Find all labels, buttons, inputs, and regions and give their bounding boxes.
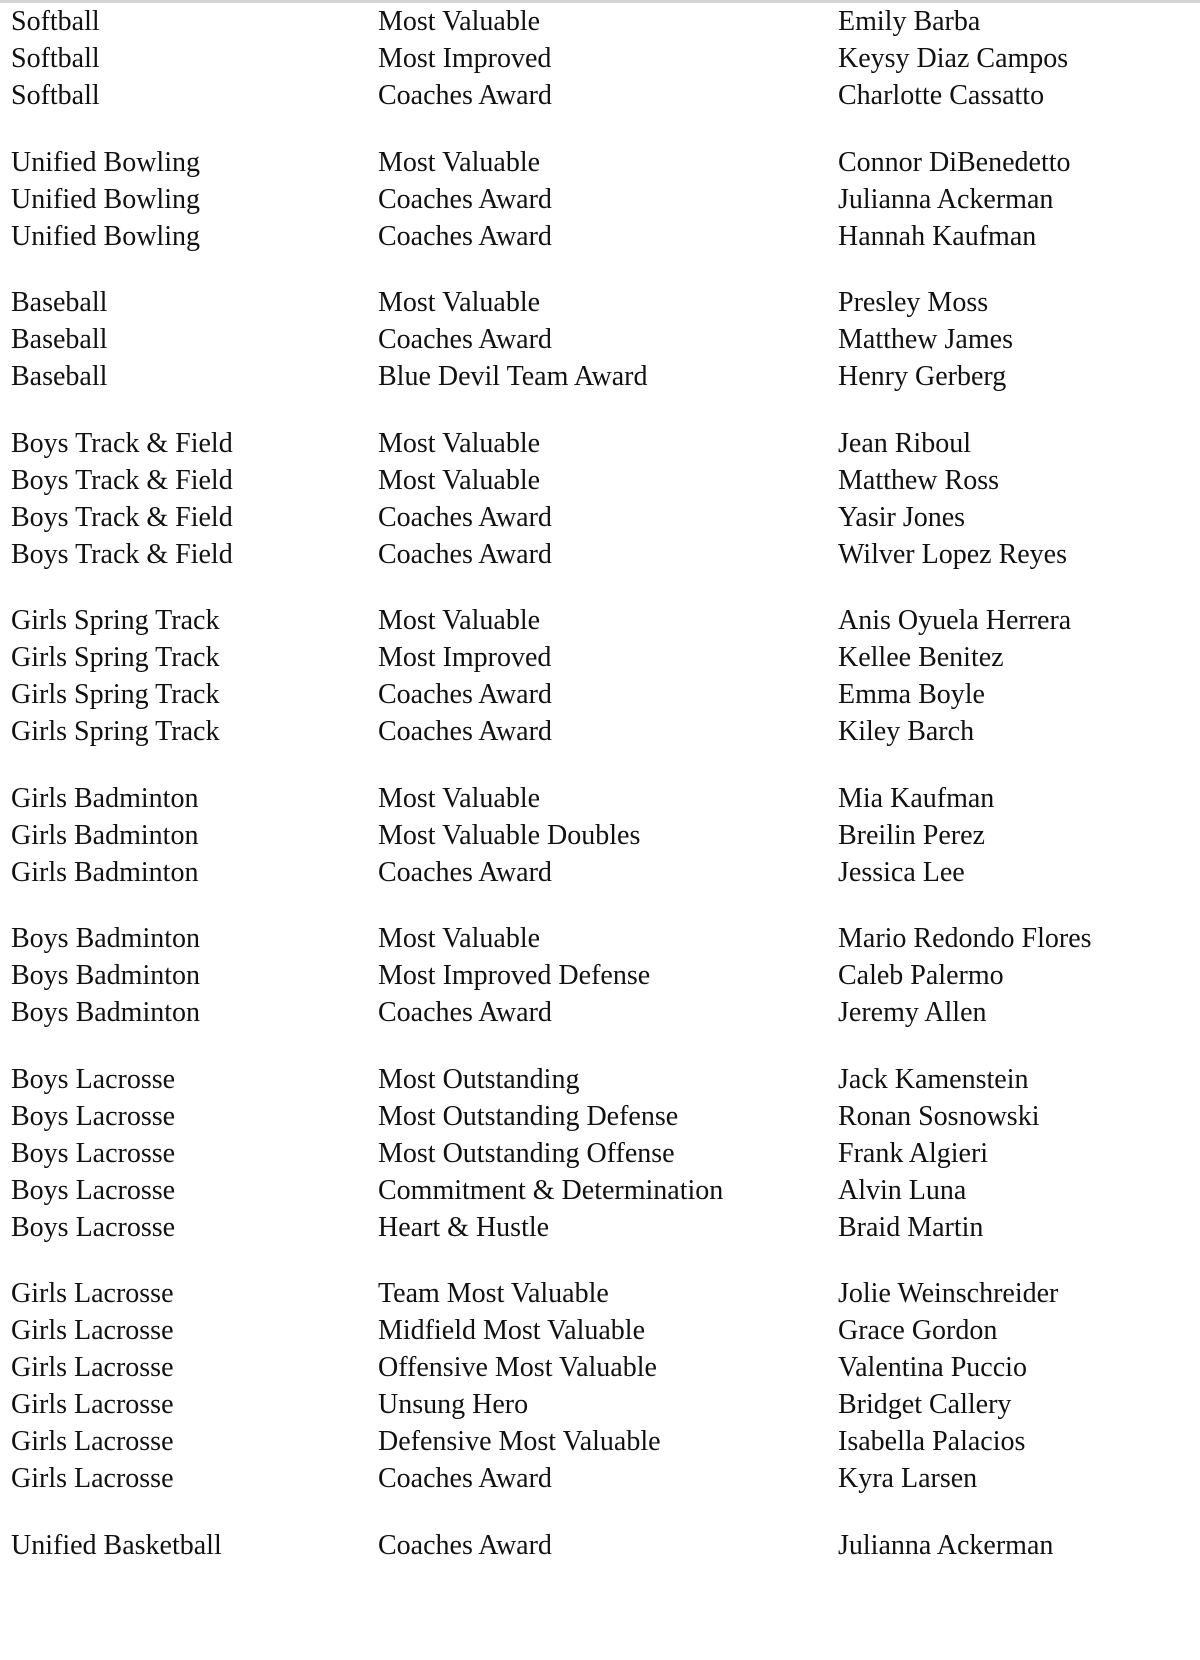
recipient-cell: Ronan Sosnowski [838, 1100, 1040, 1132]
award-row [11, 40, 1191, 77]
sport-cell: Girls Lacrosse [11, 1278, 174, 1309]
recipient-cell: Jolie Weinschreider [838, 1278, 1059, 1309]
award-row [11, 780, 1191, 817]
sport-cell: Baseball [11, 324, 108, 355]
award-cell: Most Outstanding [378, 1063, 580, 1095]
sport-cell: Boys Lacrosse [11, 1174, 176, 1206]
award-row [11, 957, 1191, 994]
sport-cell: Baseball [11, 287, 108, 318]
award-cell: Most Valuable [378, 287, 541, 318]
award-cell: Most Improved Defense [378, 960, 651, 991]
recipient-cell: Jeremy Allen [838, 997, 987, 1028]
recipient-cell: Connor DiBenedetto [838, 146, 1071, 178]
award-row [11, 462, 1191, 499]
recipient-cell: Isabella Palacios [838, 1426, 1026, 1457]
award-cell: Team Most Valuable [378, 1278, 609, 1309]
award-cell: Most Valuable [378, 923, 541, 954]
recipient-cell: Grace Gordon [838, 1315, 998, 1346]
recipient-cell: Jack Kamenstein [838, 1063, 1029, 1095]
recipient-cell: Anis Oyuela Herrera [838, 605, 1072, 636]
award-row [11, 1423, 1191, 1460]
award-cell: Most Valuable [378, 6, 541, 37]
award-cell: Coaches Award [378, 183, 552, 215]
award-row [11, 144, 1191, 181]
sport-cell: Girls Spring Track [11, 642, 220, 673]
sport-group [11, 144, 1191, 255]
award-cell: Most Valuable [378, 464, 541, 496]
sport-cell: Girls Badminton [11, 782, 199, 814]
awards-table [11, 3, 1191, 1564]
recipient-cell: Frank Algieri [838, 1137, 989, 1169]
recipient-cell: Jessica Lee [838, 856, 965, 888]
sport-cell: Boys Lacrosse [11, 1137, 176, 1169]
recipient-cell: Emily Barba [838, 6, 981, 37]
sport-cell: Boys Badminton [11, 960, 201, 991]
award-row [11, 994, 1191, 1031]
award-row [11, 3, 1191, 40]
award-cell: Coaches Award [378, 716, 552, 747]
award-cell: Most Valuable Doubles [378, 819, 641, 851]
award-cell: Most Outstanding Defense [378, 1100, 679, 1132]
recipient-cell: Emma Boyle [838, 679, 985, 710]
sport-cell: Girls Lacrosse [11, 1389, 174, 1420]
award-row [11, 321, 1191, 358]
award-row [11, 1209, 1191, 1246]
award-row [11, 639, 1191, 676]
award-row [11, 1275, 1191, 1312]
recipient-cell: Bridget Callery [838, 1389, 1012, 1420]
recipient-cell: Henry Gerberg [838, 361, 1007, 392]
award-row [11, 854, 1191, 891]
award-row [11, 1460, 1191, 1497]
award-row [11, 284, 1191, 321]
award-cell: Most Valuable [378, 146, 541, 178]
sport-cell: Unified Bowling [11, 220, 200, 252]
sport-cell: Boys Track & Field [11, 427, 233, 459]
sport-cell: Girls Spring Track [11, 716, 220, 747]
award-cell: Midfield Most Valuable [378, 1315, 646, 1346]
award-row [11, 713, 1191, 750]
recipient-cell: Breilin Perez [838, 819, 985, 851]
recipient-cell: Kellee Benitez [838, 642, 1004, 673]
sport-cell: Boys Lacrosse [11, 1063, 176, 1095]
award-row [11, 1098, 1191, 1135]
recipient-cell: Matthew Ross [838, 464, 999, 496]
sport-cell: Boys Track & Field [11, 464, 233, 496]
sport-cell: Boys Track & Field [11, 501, 233, 533]
award-cell: Coaches Award [378, 856, 552, 888]
sport-cell: Baseball [11, 361, 108, 392]
recipient-cell: Hannah Kaufman [838, 220, 1037, 252]
recipient-cell: Jean Riboul [838, 427, 971, 459]
award-row [11, 358, 1191, 395]
award-cell: Most Valuable [378, 782, 541, 814]
award-cell: Most Improved [378, 43, 552, 74]
recipient-cell: Julianna Ackerman [838, 1529, 1054, 1561]
award-row [11, 1312, 1191, 1349]
award-row [11, 1135, 1191, 1172]
sport-group [11, 1275, 1191, 1497]
sport-group [11, 602, 1191, 750]
award-row [11, 817, 1191, 854]
recipient-cell: Charlotte Cassatto [838, 80, 1045, 111]
recipient-cell: Braid Martin [838, 1211, 984, 1243]
recipient-cell: Wilver Lopez Reyes [838, 538, 1068, 570]
recipient-cell: Julianna Ackerman [838, 183, 1054, 215]
sport-cell: Girls Lacrosse [11, 1463, 174, 1494]
sport-cell: Unified Bowling [11, 146, 200, 178]
sport-group [11, 1061, 1191, 1246]
recipient-cell: Kiley Barch [838, 716, 975, 747]
sport-cell: Girls Spring Track [11, 679, 220, 710]
award-cell: Coaches Award [378, 324, 552, 355]
award-row [11, 425, 1191, 462]
sport-cell: Unified Bowling [11, 183, 200, 215]
recipient-cell: Caleb Palermo [838, 960, 1004, 991]
sport-cell: Girls Lacrosse [11, 1315, 174, 1346]
award-row [11, 602, 1191, 639]
award-cell: Coaches Award [378, 501, 552, 533]
award-cell: Coaches Award [378, 80, 552, 111]
sport-cell: Boys Lacrosse [11, 1100, 176, 1132]
recipient-cell: Presley Moss [838, 287, 989, 318]
recipient-cell: Yasir Jones [838, 501, 966, 533]
award-cell: Coaches Award [378, 997, 552, 1028]
award-cell: Heart & Hustle [378, 1211, 550, 1243]
award-cell: Coaches Award [378, 1529, 552, 1561]
sport-cell: Unified Basketball [11, 1529, 222, 1561]
award-cell: Coaches Award [378, 220, 552, 252]
award-row [11, 181, 1191, 218]
award-cell: Defensive Most Valuable [378, 1426, 661, 1457]
sport-group [11, 3, 1191, 114]
award-cell: Most Outstanding Offense [378, 1137, 675, 1169]
sport-cell: Girls Lacrosse [11, 1426, 174, 1457]
award-row [11, 1527, 1191, 1564]
recipient-cell: Valentina Puccio [838, 1352, 1027, 1383]
recipient-cell: Keysy Diaz Campos [838, 43, 1069, 74]
sport-cell: Softball [11, 80, 100, 111]
recipient-cell: Alvin Luna [838, 1174, 967, 1206]
award-cell: Offensive Most Valuable [378, 1352, 657, 1383]
award-row [11, 77, 1191, 114]
sport-cell: Girls Spring Track [11, 605, 220, 636]
award-row [11, 536, 1191, 573]
sport-group [11, 920, 1191, 1031]
sport-group [11, 780, 1191, 891]
award-row [11, 1349, 1191, 1386]
sport-group [11, 1527, 1191, 1564]
award-cell: Coaches Award [378, 1463, 552, 1494]
award-row [11, 1386, 1191, 1423]
sport-cell: Boys Badminton [11, 997, 201, 1028]
sport-cell: Girls Badminton [11, 819, 199, 851]
sport-cell: Girls Badminton [11, 856, 199, 888]
sport-group [11, 284, 1191, 395]
award-cell: Coaches Award [378, 538, 552, 570]
recipient-cell: Mia Kaufman [838, 782, 995, 814]
award-row [11, 1172, 1191, 1209]
sport-cell: Softball [11, 43, 100, 74]
award-row [11, 920, 1191, 957]
recipient-cell: Mario Redondo Flores [838, 923, 1092, 954]
award-cell: Most Valuable [378, 605, 541, 636]
sport-cell: Boys Badminton [11, 923, 201, 954]
award-cell: Coaches Award [378, 679, 552, 710]
sport-cell: Boys Track & Field [11, 538, 233, 570]
recipient-cell: Kyra Larsen [838, 1463, 978, 1494]
award-row [11, 218, 1191, 255]
recipient-cell: Matthew James [838, 324, 1013, 355]
award-row [11, 1061, 1191, 1098]
award-cell: Most Valuable [378, 427, 541, 459]
award-cell: Commitment & Determination [378, 1174, 724, 1206]
award-cell: Unsung Hero [378, 1389, 529, 1420]
award-row [11, 499, 1191, 536]
award-row [11, 676, 1191, 713]
sport-cell: Softball [11, 6, 100, 37]
award-cell: Blue Devil Team Award [378, 361, 648, 392]
sport-cell: Girls Lacrosse [11, 1352, 174, 1383]
sport-cell: Boys Lacrosse [11, 1211, 176, 1243]
award-cell: Most Improved [378, 642, 552, 673]
sport-group [11, 425, 1191, 573]
